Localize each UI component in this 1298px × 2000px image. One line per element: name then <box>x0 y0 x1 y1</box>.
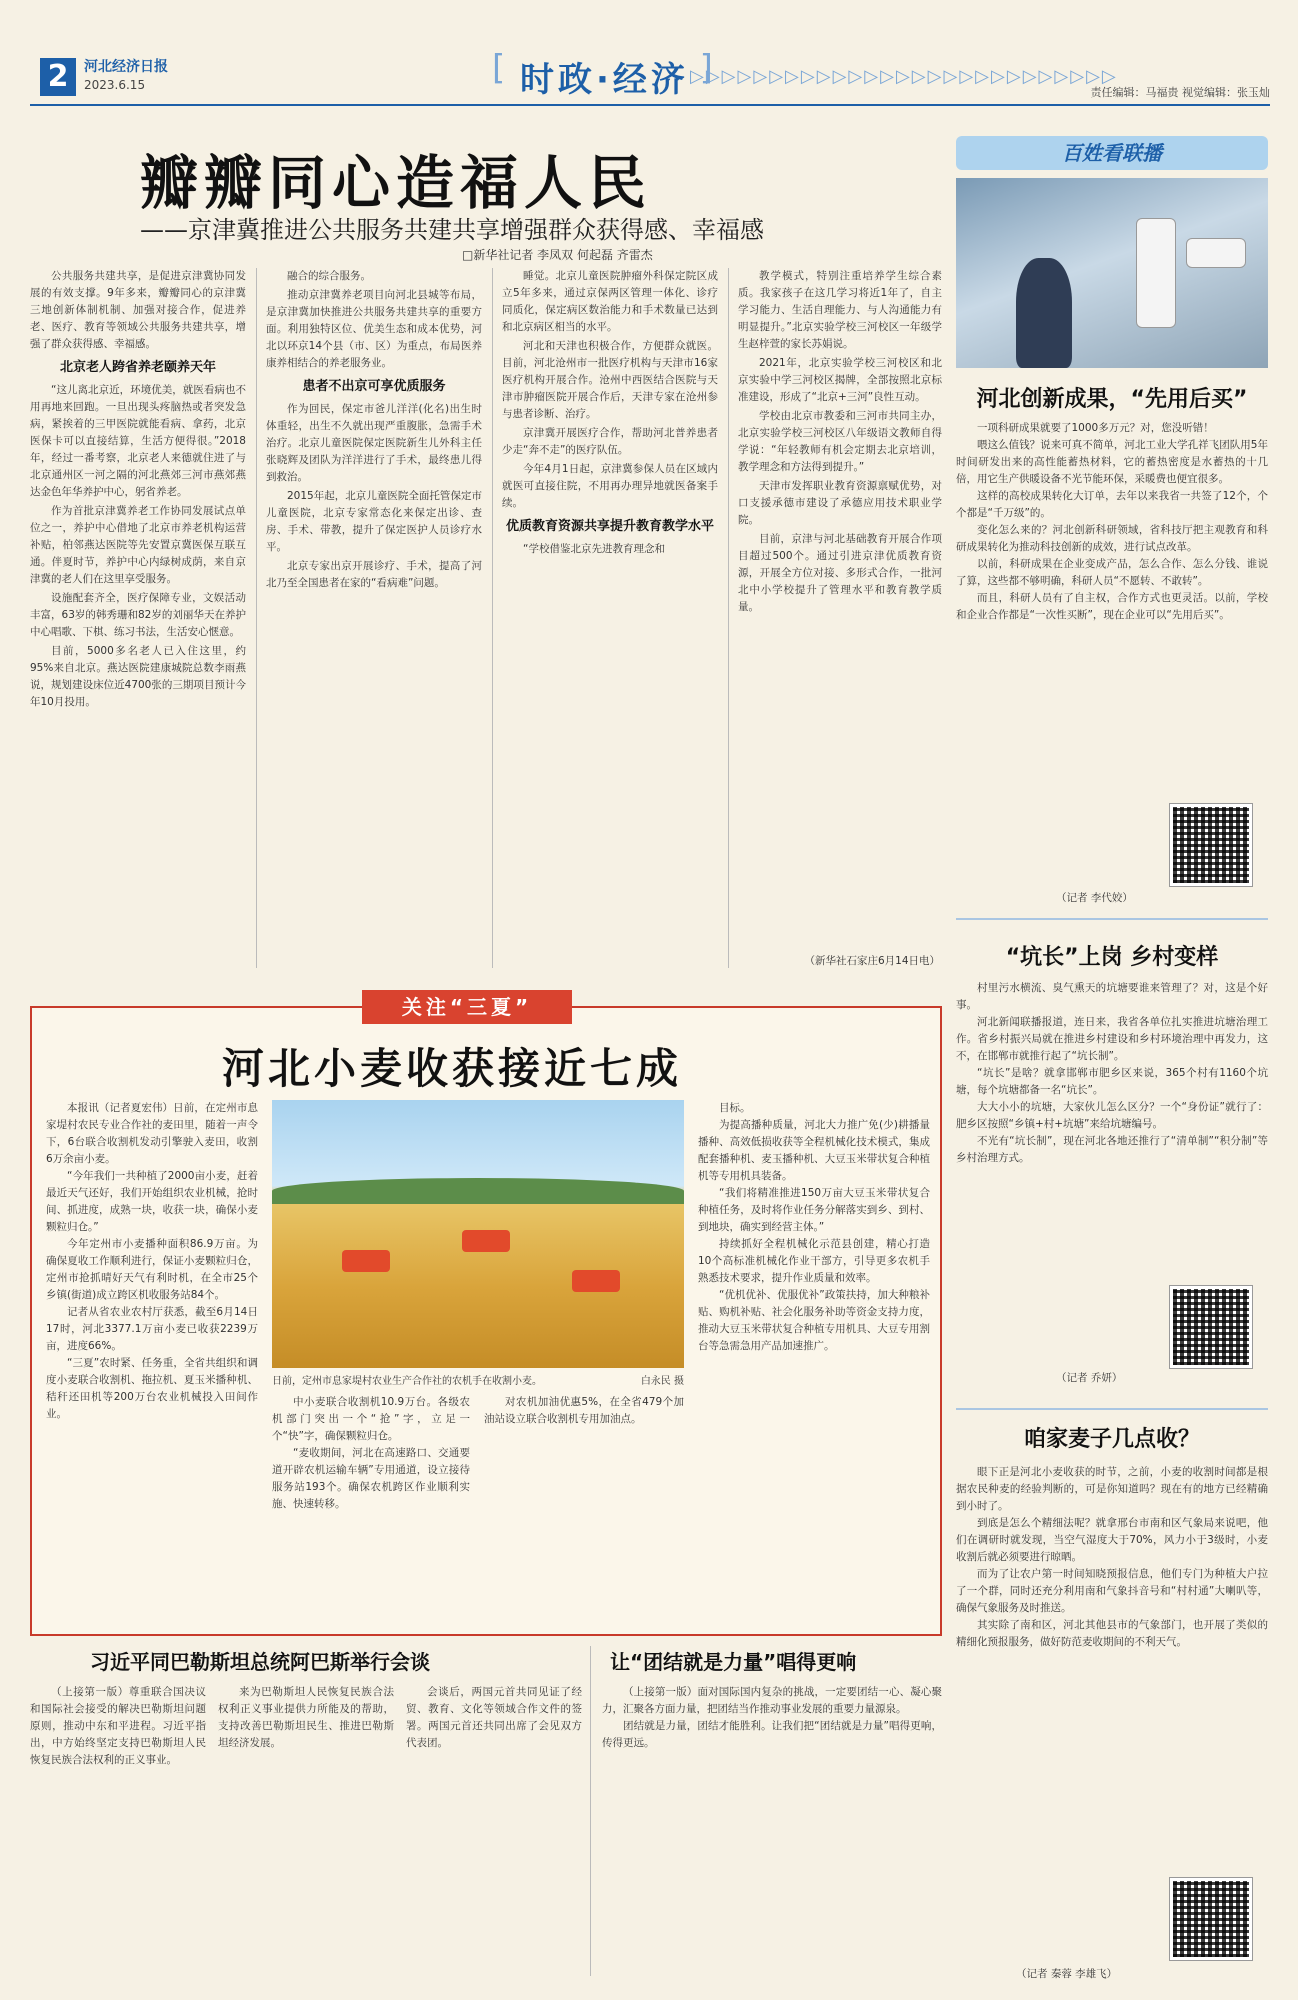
paragraph: 河北新闻联播报道，连日来，我省各单位扎实推进坑塘治理工作。省乡村振兴局就在推进乡村建设和乡村环境治理中再发力，这不，在邯郸市就推行起了“坑长制”。 <box>956 1016 1268 1062</box>
paragraph: 设施配套齐全，医疗保障专业，文娱活动丰富，63岁的韩秀珊和82岁的刘丽华天在养护中心唱歌、下棋、练习书法，生活安心惬意。 <box>30 592 246 638</box>
lead-byline: □新华社记者 李凤双 何起磊 齐雷杰 <box>462 248 653 262</box>
paragraph: 目标。 <box>719 1102 751 1114</box>
qr-code-icon <box>1170 1286 1252 1368</box>
lead-column-1 <box>30 268 246 713</box>
paragraph: “我们将精准推进150万亩大豆玉米带状复合种植任务，及时将作业任务分解落实到乡、到村、到地块，确实到经营主体。” <box>698 1187 930 1233</box>
paragraph: 天津市发挥职业教育资源禀赋优势，对口支援承德市建设了承德应用技术职业学院。 <box>738 480 942 526</box>
photo-caption <box>272 1372 684 1387</box>
paragraph: 作为首批京津冀养老工作协同发展试点单位之一，养护中心借地了北京市养老机构运营补贴，柏邻燕达医院等先安置京冀医保互联互通。伴夏时节，养护中心内绿树成荫，来自京津冀的老人们在这里享受服务。 <box>30 505 246 585</box>
harvester-icon <box>572 1270 620 1292</box>
paragraph: 会谈后，两国元首共同见证了经贸、教育、文化等领域合作文件的签署。两国元首还共同出席了会见双方代表团。 <box>406 1686 582 1749</box>
robot-arm-icon <box>1136 218 1176 328</box>
reporter-credit: （记者 李代姣） <box>1056 892 1133 904</box>
wheat-harvest-box <box>30 995 942 1636</box>
paragraph: 这样的高校成果转化大订单，去年以来我省一共签了12个，个个都是“千万级”的。 <box>956 490 1268 519</box>
paragraph: 其实除了南和区，河北其他县市的气象部门，也开展了类似的精细化预报服务，做好防范麦收期间的不利天气。 <box>956 1619 1268 1648</box>
sidebar-text-3 <box>956 1464 1268 1854</box>
paragraph: 一项科研成果就要了1000多万元？对，您没听错！ <box>977 422 1214 434</box>
paragraph: “今年我们一共种植了2000亩小麦，赶着最近天气还好，我们开始组织农业机械，抢时间、抓进度，成熟一块，收获一块，确保小麦颗粒归仓。” <box>46 1170 258 1233</box>
lead-article <box>30 118 942 974</box>
paragraph: 河北和天津也积极合作，方便群众就医。目前，河北沧州市一批医疗机构与天津市16家医疗机构开展合作。沧州中西医结合医院与天津市肿瘤医院开展合作后，天津专家在沧州参与患者诊断、治疗。 <box>502 340 718 420</box>
paragraph: 中小麦联合收割机10.9万台。各级农机部门突出一个“抢”字，立足一个“快”字，确保颗粒归仓。 <box>272 1396 470 1442</box>
sidebar-banner: 百姓看联播 <box>956 136 1268 170</box>
paragraph: 村里污水横流、臭气熏天的坑塘要谁来管理了？对，这是个好事。 <box>956 982 1268 1011</box>
wheat-right-column <box>698 1100 930 1355</box>
editors-credit: 责任编辑：马福贵 视觉编辑：张玉灿 <box>1090 86 1270 99</box>
paragraph: （上接第一版）尊重联合国决议和国际社会接受的解决巴勒斯坦问题原则，推动中东和平进程。习近平指出，中方始终坚定支持巴勒斯坦人民恢复民族合法权利的正义事业。 <box>30 1686 206 1766</box>
sidebar-divider <box>956 1408 1268 1410</box>
robot-lab-photo <box>956 178 1268 368</box>
column-rule <box>256 268 257 968</box>
paragraph: 记者从省农业农村厅获悉，截至6月14日17时，河北3377.1万亩小麦已收获2239万亩，进度66%。 <box>46 1306 258 1352</box>
paragraph: “优机优补、优服优补”政策扶持，加大种粮补贴、购机补贴、社会化服务补助等资金支持力度，推动大豆玉米带状复合种植专用机具、大豆专用割台等急需急用产品加速推广。 <box>698 1289 930 1352</box>
paragraph: 作为回民，保定市爸儿洋洋(化名)出生时体重轻，出生不久就出现严重腹胀，急需手术治疗。北京儿童医院保定医院新生儿外科主任张晓辉及团队为洋洋进行了手术，最终患儿得到救治。 <box>266 403 482 483</box>
paragraph: 团结就是力量，团结才能胜利。让我们把“团结就是力量”唱得更响，传得更远。 <box>602 1720 942 1749</box>
paragraph: 以前，科研成果在企业变成产品，怎么合作、怎么分钱、谁说了算，这些都不够明确，科研人员“不愿转、不敢转”。 <box>956 558 1268 587</box>
paragraph: 大大小小的坑塘，大家伙儿怎么区分？一个“身份证”就行了：肥乡区按照“乡镇+村+坑塘”来给坑塘编号。 <box>956 1101 1268 1130</box>
paragraph: 来为巴勒斯坦人民恢复民族合法权利正义事业提供力所能及的帮助，支持改善巴勒斯坦民生、推进巴勒斯坦经济发展。 <box>218 1686 394 1749</box>
paragraph: 京津冀开展医疗合作，帮助河北普养患者少走“奔不走”的医疗队伍。 <box>502 427 718 456</box>
wheat-headline: 河北小麦收获接近七成 <box>222 1044 683 1093</box>
paragraph: 对农机加油优惠5%，在全省479个加油站设立联合收割机专用加油点。 <box>484 1396 684 1425</box>
paragraph: 不光有“坑长制”，现在河北各地还推行了“清单制”“积分制”等乡村治理方式。 <box>956 1135 1268 1164</box>
sidebar-divider <box>956 918 1268 920</box>
lead-columns <box>30 268 942 968</box>
paper-name: 河北经济日报 <box>84 59 168 75</box>
dateline: （新华社石家庄6月14日电） <box>804 955 940 967</box>
paragraph: 本报讯（记者夏宏伟）日前，在定州市息家堤村农民专业合作社的麦田里，随着一声令下，6台联合收割机发动引擎驶入麦田，收割6万余亩小麦。 <box>46 1102 258 1165</box>
paragraph: “三夏”农时紧、任务重，全省共组织和调度小麦联合收割机、拖拉机、夏玉米播种机、秸秆还田机等200万台农业机械投入田间作业。 <box>46 1357 258 1420</box>
paragraph: 2021年，北京实验学校三河校区和北京实验中学三河校区揭牌，全部按照北京标准建设，形成了“北京+三河”良性互动。 <box>738 357 942 403</box>
reporter-credit: （记者 乔妍） <box>1056 1372 1123 1384</box>
person-icon <box>1016 258 1072 368</box>
wheat-left-column <box>46 1100 258 1423</box>
paragraph: 喂这么值钱？说来可真不简单，河北工业大学孔祥飞团队用5年时间研发出来的高性能蓄热材料，它的蓄热密度是水蓄热的十几倍，用它生产供暖设备不光节能环保，采暖费也便宜很多。 <box>956 439 1268 485</box>
paragraph: 融合的综合服务。 <box>287 270 371 282</box>
sidebar-text-2 <box>956 980 1268 1280</box>
masthead <box>30 50 1270 106</box>
lead-column-4 <box>738 268 942 618</box>
page-number: 2 <box>40 58 76 96</box>
paragraph: 教学模式，特别注重培养学生综合素质。我家孩子在这几学习将近1年了，自主学习能力、生活自理能力、与人沟通能力有明显提升。”北京实验学校三河校区一年级学生赵梓萱的家长苏娟说。 <box>738 270 942 350</box>
paper-date: 2023.6.15 <box>84 78 146 92</box>
wheat-harvest-photo <box>272 1100 684 1368</box>
lead-column-3 <box>502 268 718 560</box>
paragraph: “学校借鉴北京先进教育理念和 <box>523 543 665 555</box>
paragraph: 眼下正是河北小麦收获的时节，之前，小麦的收割时间都是根据农民种麦的经验判断的，可是你知道吗？现在有的地方已经精确到小时了。 <box>956 1466 1268 1512</box>
paragraph: 为提高播种质量，河北大力推广免(少)耕播量播种、高效低损收获等全程机械化技术模式，集成配套播种机、麦玉播种机、大豆玉米带状复合种植机等专用机具装备。 <box>698 1119 930 1182</box>
paragraph: （上接第一版）面对国际国内复杂的挑战，一定要团结一心、凝心聚力，汇聚各方面力量，把团结当作推动事业发展的重要力量源泉。 <box>602 1686 942 1715</box>
paragraph: 2015年起，北京儿童医院全面托管保定市儿童医院，北京专家常态化来保定出诊、查房、手术、带教，提升了保定医护人员诊疗水平。 <box>266 490 482 553</box>
topic-tag: 关注“三夏” <box>362 990 572 1024</box>
treeline <box>272 1178 684 1204</box>
paragraph: 目前，5000多名老人已入住这里，约95%来自北京。燕达医院建康城院总数李雨燕说，规划建设床位近4700张的三期项目预计今年10月投用。 <box>30 645 246 708</box>
paragraph: “麦收期间，河北在高速路口、交通要道开辟农机运输车辆”专用通道，设立接待服务站193个。确保农机跨区作业顺利实施、快速转移。 <box>272 1447 470 1510</box>
section-title: [ 时政·经济 ] <box>520 52 689 101</box>
qr-code-icon <box>1170 1878 1252 1960</box>
sidebar <box>956 118 1268 1988</box>
xi-abbas-column-3 <box>406 1684 582 1752</box>
paragraph: 目前，京津与河北基础教育开展合作项目超过500个。通过引进京津优质教育资源，开展全方位对接、多形式合作，一批河北中小学校提升了管理水平和教育教学质量。 <box>738 533 942 613</box>
paragraph: “这儿离北京近，环境优美，就医看病也不用再地来回跑。一旦出现头疼脑热或者突发急病，紧挨着的三甲医院就能看病、拿药，北京医保卡可以直接结算，生活方便得很。”2018年，经过一番考察，北京老人来德就住进了与北京通州区一河之隔的河北燕郊三河市燕郊燕达金色年华养护中心，躬省养老。 <box>30 384 246 498</box>
sidebar-text-1 <box>956 420 1268 800</box>
paragraph: 公共服务共建共享，是促进京津冀协同发展的有效支撑。9年多来，瓣瓣同心的京津冀三地创新体制机制、加强对接合作，促进养老、医疗、教育等领域公共服务共建共享，增强了群众获得感、幸福感。 <box>30 270 246 350</box>
paragraph: 推动京津冀养老项目向河北县城等布局，是京津冀加快推进公共服务共建共享的重要方面。利用独特区位、优美生态和成本优势，河北以环京14个县（市、区）为重点，布局医养康养相结合的养老服务业。 <box>266 289 482 369</box>
unity-headline: 让“团结就是力量”唱得更响 <box>610 1650 857 1674</box>
column-rule <box>590 1646 591 1976</box>
sidebar-headline-2: “坑长”上岗 乡村变样 <box>1005 945 1219 970</box>
wheat-mid-column-2 <box>484 1394 684 1428</box>
lead-column-2 <box>266 268 482 594</box>
lead-subheading: 患者不出京可享优质服务 <box>302 379 446 394</box>
paragraph: 学校由北京市教委和三河市共同主办，北京实验学校三河校区八年级语文教师自得学说：“年轻教师有机会定期去北京培训，教学理念和方法得到提升。” <box>738 410 942 473</box>
lead-subheading: 北京老人跨省养老颐养天年 <box>59 360 216 375</box>
paragraph: 北京专家出京开展诊疗、手术，提高了河北乃至全国患者在家的“看病难”问题。 <box>266 560 482 589</box>
paragraph: 变化怎么来的？河北创新科研领域，省科技厅把主观教育和科研成果转化为推动科技创新的成效，进行试点改革。 <box>956 524 1268 553</box>
caption-text: 日前，定州市息家堤村农业生产合作社的农机手在收割小麦。 <box>272 1376 542 1387</box>
caption-credit: 白永民 摄 <box>640 1376 684 1387</box>
paragraph: 今年定州市小麦播种面积86.9万亩。为确保夏收工作顺利进行，保证小麦颗粒归仓，定州市抢抓晴好天气有利时机，在全市25个乡镇(街道)成立跨区机收服务站84个。 <box>46 1238 258 1301</box>
xi-abbas-column-1 <box>30 1684 206 1769</box>
xi-abbas-column-2 <box>218 1684 394 1752</box>
qr-code-icon <box>1170 804 1252 886</box>
unity-column <box>602 1684 942 1752</box>
lead-subhead: ——京津冀推进公共服务共建共享增强群众获得感、幸福感 <box>140 216 764 244</box>
paragraph: 睡觉。北京儿童医院肿瘤外科保定院区成立5年多来，通过京保两区管理一体化、诊疗同质化，保定病区数治能力和手术数量已达到和北京病区相当的水平。 <box>502 270 718 333</box>
column-rule <box>728 268 729 968</box>
paragraph: 而且，科研人员有了自主权，合作方式也更灵活。以前，学校和企业合作都是“一次性买断”，现在企业可以“先用后买”。 <box>956 592 1268 621</box>
column-rule <box>492 268 493 968</box>
chevron-decoration-icon: ▷▷▷▷▷▷▷▷▷▷▷▷▷▷▷▷▷▷▷▷▷▷▷▷▷▷▷ <box>690 66 1118 87</box>
harvester-icon <box>342 1250 390 1272</box>
robot-arm-icon <box>1186 238 1246 268</box>
paragraph: 今年4月1日起，京津冀参保人员在区域内就医可直接住院，不用再办理异地就医备案手续。 <box>502 463 718 509</box>
lead-subheading: 优质教育资源共享提升教育教学水平 <box>505 519 714 534</box>
paragraph: 持续抓好全程机械化示范县创建，精心打造10个高标准机械化作业干部方，引导更多农机手熟悉技术要求，提升作业质量和效率。 <box>698 1238 930 1284</box>
paragraph: 到底是怎么个精细法呢？就拿邢台市南和区气象局来说吧，他们在调研时就发现，当空气湿度大于70%，风力小于3级时，小麦收割后就必须要进行晾晒。 <box>956 1517 1268 1563</box>
bottom-articles <box>30 1646 942 1986</box>
sidebar-headline-1: 河北创新成果，“先用后买” <box>976 387 1248 412</box>
wheat-mid-column <box>272 1394 470 1513</box>
xi-abbas-headline: 习近平同巴勒斯坦总统阿巴斯举行会谈 <box>90 1650 430 1674</box>
paragraph: 而为了让农户第一时间知晓预报信息，他们专门为种植大户拉了一个群，同时还充分利用南和气象抖音号和“村村通”大喇叭等，确保气象服务及时推送。 <box>956 1568 1268 1614</box>
sidebar-headline-3: 咱家麦子几点收？ <box>1023 1427 1200 1452</box>
lead-headline: 瓣瓣同心造福人民 <box>140 149 653 217</box>
paragraph: “坑长”是啥？就拿邯郸市肥乡区来说，365个村有1160个坑塘，每个坑塘都备一名“坑长”。 <box>956 1067 1268 1096</box>
reporter-credit: （记者 秦蓉 李雄飞） <box>1016 1968 1118 1980</box>
harvester-icon <box>462 1230 510 1252</box>
